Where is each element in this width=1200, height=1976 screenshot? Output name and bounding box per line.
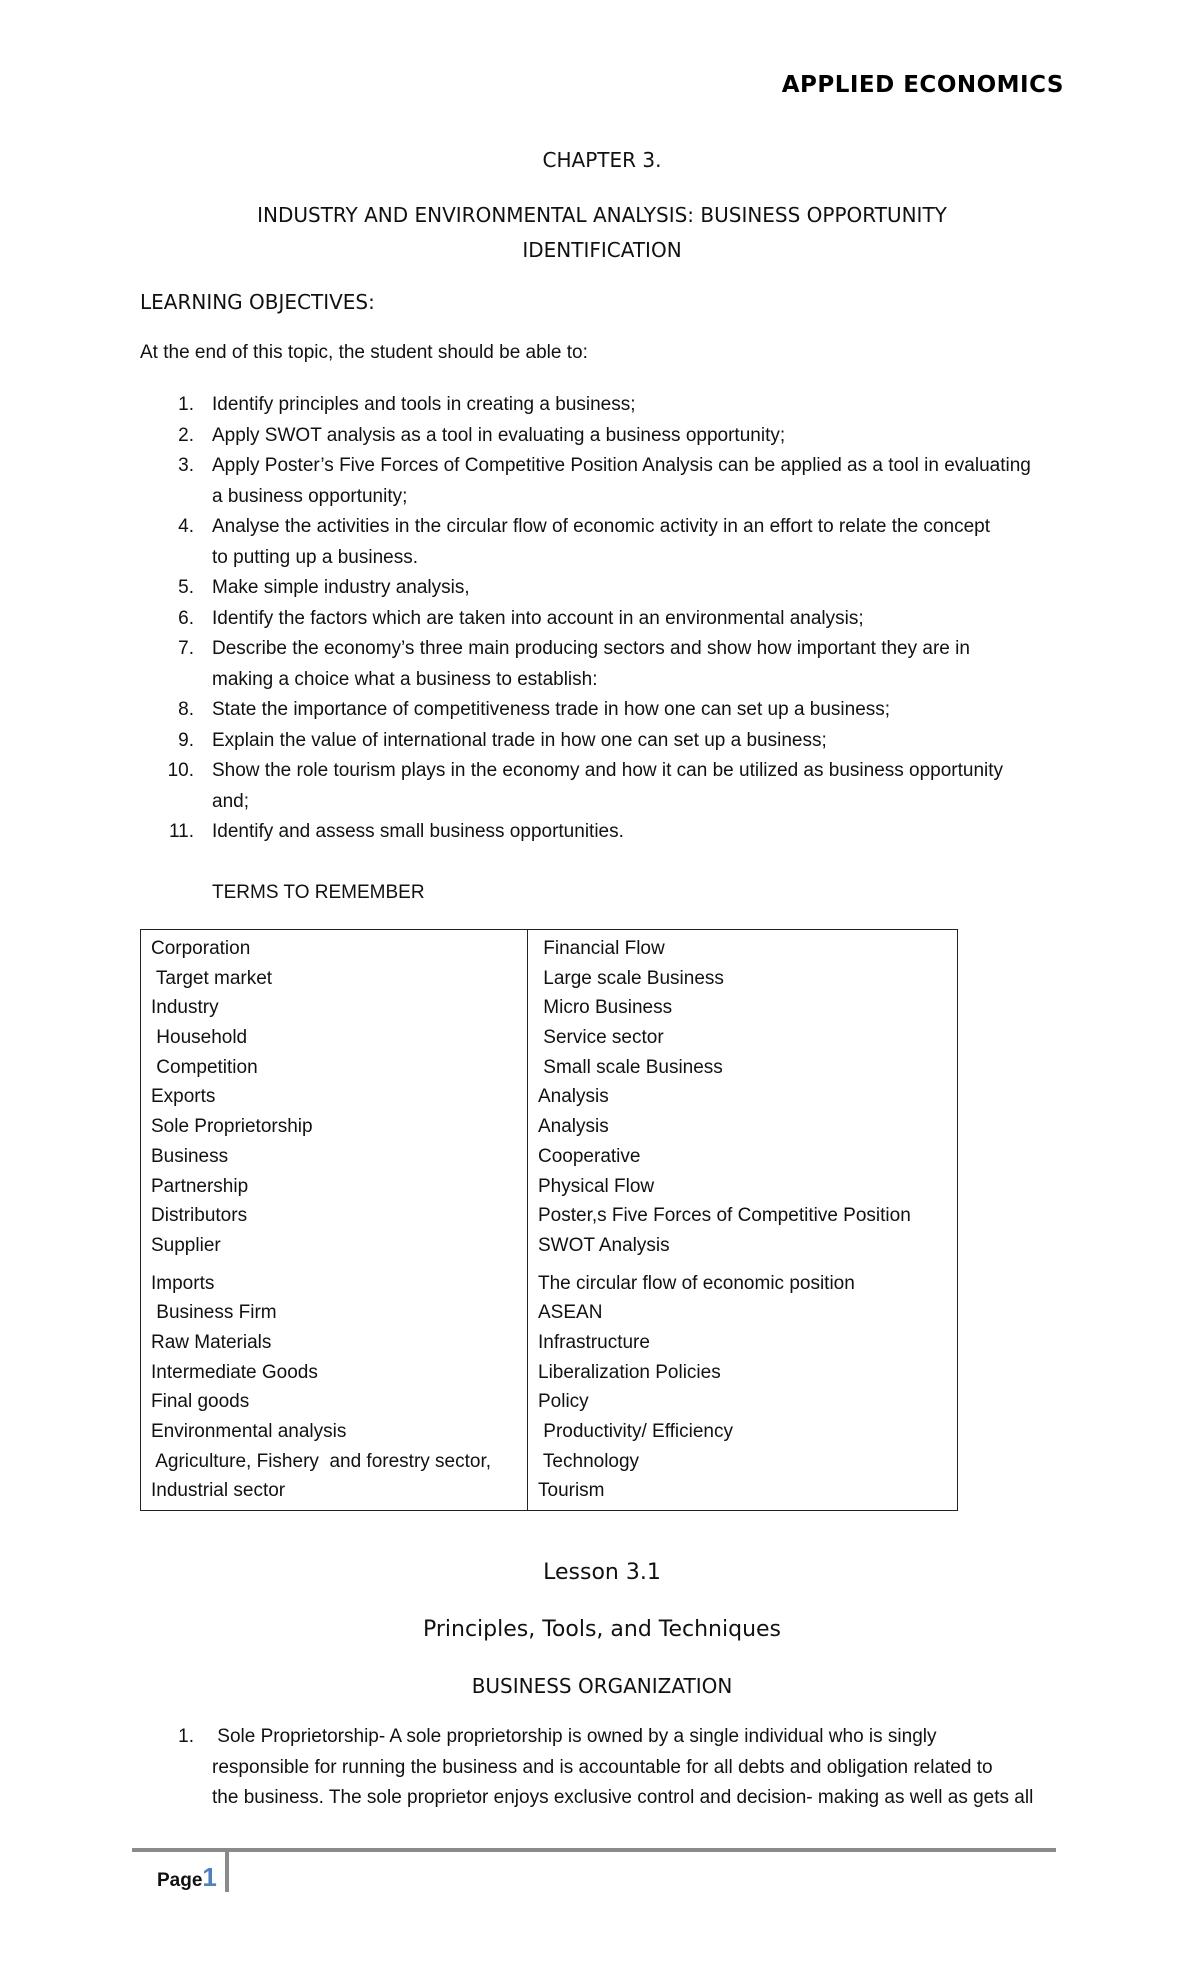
objective-text-line: to putting up a business.: [212, 546, 418, 568]
paragraph-line: Sole Proprietorship- A sole proprietorship is owned by a single individual who is singly: [212, 1726, 937, 1747]
term-item: Analysis: [538, 1086, 609, 1108]
chapter-title-line: IDENTIFICATION: [522, 238, 682, 262]
objective-item: [140, 512, 1070, 573]
page-number-value: 1: [202, 1862, 217, 1892]
term-item: Large scale Business: [538, 967, 724, 989]
objective-number: 7.: [178, 638, 194, 659]
term-item: Intermediate Goods: [151, 1361, 318, 1383]
term-item: Exports: [151, 1086, 216, 1108]
term-item: ASEAN: [538, 1302, 603, 1324]
objective-number: 4.: [178, 516, 194, 537]
objective-item: [140, 390, 1070, 421]
term-item: Industrial sector: [151, 1480, 286, 1502]
objective-item: [140, 421, 1070, 452]
term-item: Corporation: [151, 938, 251, 959]
lesson-number: Lesson 3.1: [543, 1560, 661, 1585]
objective-item: [140, 634, 1070, 695]
term-item: Liberalization Policies: [538, 1361, 721, 1383]
footer-divider: [225, 1852, 229, 1892]
term-item: Environmental analysis: [151, 1421, 347, 1442]
objective-text-line: Apply Poster’s Five Forces of Competitive Position Analysis can be applied as a tool in evaluating: [212, 455, 1031, 476]
objective-text-line: Make simple industry analysis,: [212, 577, 470, 598]
term-item: Business Firm: [151, 1302, 277, 1324]
term-item: Analysis: [538, 1116, 609, 1138]
lesson-paragraph: [140, 1722, 1070, 1814]
objective-item: [140, 451, 1070, 512]
term-item: Supplier: [151, 1234, 221, 1256]
terms-table: [140, 929, 958, 1511]
term-item: SWOT Analysis: [538, 1234, 670, 1256]
objective-text-line: Show the role tourism plays in the economy and how it can be utilized as business opportunity: [212, 760, 1004, 781]
objective-text-line: Identify the factors which are taken into account in an environmental analysis;: [212, 607, 864, 629]
objective-text-line: Analyse the activities in the circular flow of economic activity in an effort to relate the concept: [212, 516, 990, 537]
page-number: [157, 1862, 217, 1893]
terms-column-left: [141, 930, 528, 1511]
objective-item: [140, 573, 1070, 604]
term-item: Tourism: [538, 1480, 605, 1502]
objective-text-line: a business opportunity;: [212, 485, 408, 507]
term-item: Raw Materials: [151, 1331, 272, 1353]
objective-number: 9.: [178, 729, 194, 751]
objective-item: [140, 695, 1070, 726]
chapter-title-line: INDUSTRY AND ENVIRONMENTAL ANALYSIS: BUSINESS OPPORTUNITY: [257, 203, 947, 227]
chapter-number: CHAPTER 3.: [542, 148, 662, 172]
term-item: Sole Proprietorship: [151, 1116, 313, 1138]
objectives-list: [140, 390, 1070, 848]
objectives-heading: LEARNING OBJECTIVES:: [140, 290, 375, 314]
objective-item: [140, 726, 1070, 757]
lesson-title: Principles, Tools, and Techniques: [422, 1617, 782, 1642]
term-item: Cooperative: [538, 1145, 641, 1167]
term-item: Poster,s Five Forces of Competitive Position: [538, 1205, 911, 1227]
terms-column-right: [528, 930, 958, 1511]
term-item: Imports: [151, 1272, 215, 1294]
paragraph-number: 1.: [178, 1726, 194, 1747]
objective-number: 1.: [178, 394, 194, 415]
objective-item: [140, 604, 1070, 635]
paragraph-line: responsible for running the business and is accountable for all debts and obligation related to: [212, 1756, 993, 1778]
objective-text-line: Identify principles and tools in creating a business;: [212, 394, 636, 415]
term-item: Small scale Business: [538, 1056, 723, 1078]
term-item: Service sector: [538, 1027, 664, 1049]
term-item: The circular flow of economic position: [538, 1272, 855, 1294]
objective-number: 11.: [168, 821, 194, 842]
terms-heading: TERMS TO REMEMBER: [212, 882, 425, 903]
term-item: Industry: [151, 997, 219, 1019]
objective-text-line: Identify and assess small business opportunities.: [212, 821, 624, 842]
term-item: Final goods: [151, 1391, 250, 1413]
objective-number: 5.: [178, 577, 194, 598]
objective-item: [140, 756, 1070, 817]
term-item: Physical Flow: [538, 1175, 655, 1197]
objectives-intro: At the end of this topic, the student should be able to:: [140, 342, 588, 363]
objective-number: 8.: [178, 699, 194, 720]
objective-text-line: State the importance of competitiveness trade in how one can set up a business;: [212, 699, 891, 720]
objective-number: 10.: [167, 760, 194, 781]
page-label: Page: [157, 1870, 203, 1891]
term-item: Target market: [151, 967, 273, 989]
objective-number: 3.: [178, 455, 194, 476]
term-item: Distributors: [151, 1205, 248, 1227]
term-item: Agriculture, Fishery and forestry sector,: [151, 1450, 492, 1472]
term-item: Policy: [538, 1391, 589, 1413]
objective-text-line: Explain the value of international trade in how one can set up a business;: [212, 729, 827, 751]
footer-rule: [132, 1848, 1056, 1852]
objective-number: 6.: [178, 607, 194, 629]
term-item: Technology: [538, 1450, 640, 1472]
term-item: Infrastructure: [538, 1331, 650, 1353]
term-item: Competition: [151, 1056, 258, 1078]
term-item: Financial Flow: [538, 938, 665, 959]
objective-text-line: Describe the economy’s three main producing sectors and show how important they are in: [212, 638, 970, 659]
paragraph-line: the business. The sole proprietor enjoys exclusive control and decision- making as well as gets all: [212, 1787, 1034, 1808]
term-item: Productivity/ Efficiency: [538, 1421, 734, 1442]
section-title: BUSINESS ORGANIZATION: [471, 1674, 733, 1698]
objective-number: 2.: [178, 424, 194, 446]
term-item: Household: [151, 1027, 248, 1049]
chapter-title: [140, 198, 1064, 268]
term-item: Micro Business: [538, 997, 673, 1019]
objective-item: [140, 817, 1070, 848]
objective-text-line: Apply SWOT analysis as a tool in evaluating a business opportunity;: [212, 424, 786, 446]
header-title: APPLIED ECONOMICS: [781, 72, 1064, 98]
objective-text-line: and;: [212, 790, 249, 812]
term-item: Business: [151, 1145, 229, 1167]
paragraph-text: [140, 1722, 1070, 1814]
term-item: Partnership: [151, 1175, 249, 1197]
objective-text-line: making a choice what a business to establish:: [212, 668, 598, 690]
